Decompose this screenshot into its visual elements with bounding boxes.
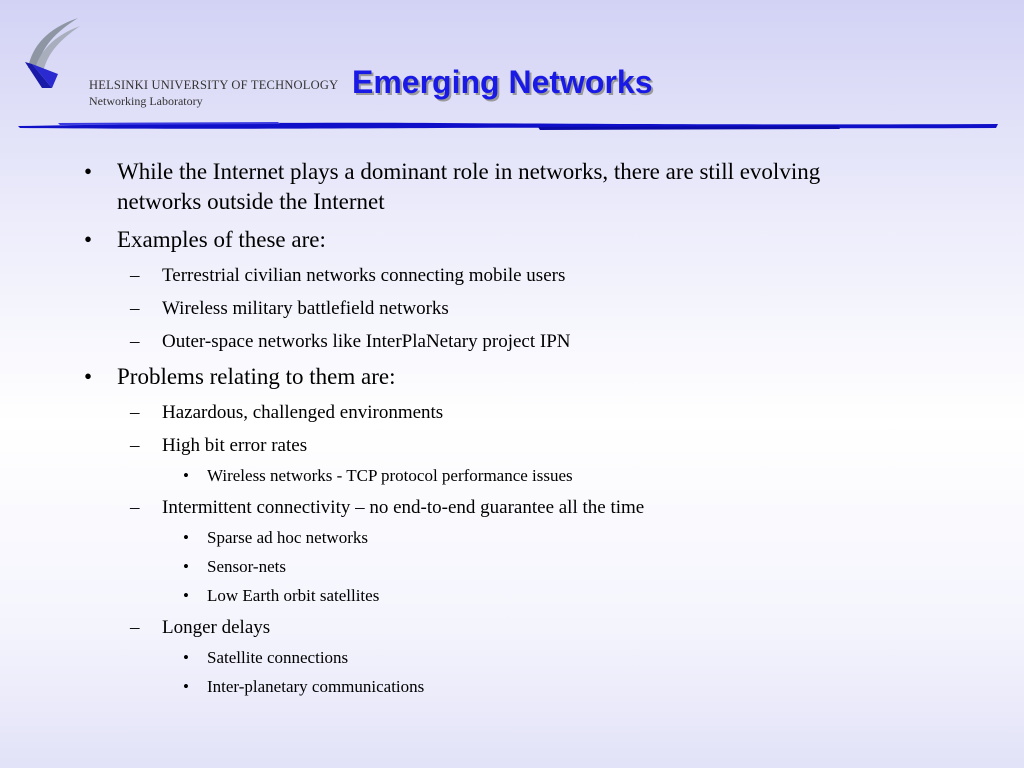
bullet-text: Satellite connections [207,648,349,667]
university-name: HELSINKI UNIVERSITY OF TECHNOLOGY [89,78,339,92]
bullet-text: Problems relating to them are: [117,364,396,389]
bullet-text: Low Earth orbit satellites [207,586,380,605]
dash-marker: – [130,435,140,456]
bullet-marker: • [183,557,189,576]
bullet-text: While the Internet plays a dominant role in networks, there are still evolving [117,159,821,184]
bullet-text: Wireless networks - TCP protocol performance issues [207,466,573,485]
bullet-text: Sparse ad hoc networks [207,528,368,547]
bullet-marker: • [183,586,189,605]
dash-marker: – [130,402,140,423]
bullet-text: Terrestrial civilian networks connecting mobile users [162,265,566,286]
bullet-level3-item [183,676,425,698]
bullet-level1-item [84,225,326,255]
bullet-marker: • [84,364,93,389]
bullet-level2-item [130,264,566,288]
bullet-level1-item [84,157,821,217]
bullet-marker: • [183,648,189,667]
bullet-level3-item [183,585,380,607]
slide-title: Emerging Networks [352,64,653,100]
bullet-text: Outer-space networks like InterPlaNetary project IPN [162,331,571,352]
bullet-level2-item [130,496,645,520]
bullet-text: Inter-planetary communications [207,677,425,696]
bullet-text: networks outside the Internet [117,189,385,214]
bullet-level1-item [84,362,396,392]
title-underline-rule [18,118,998,132]
dash-marker: – [130,298,140,319]
bullet-level3-item [183,527,368,549]
bullet-marker: • [84,227,93,252]
bullet-marker: • [84,159,93,184]
bullet-text: Sensor-nets [207,557,286,576]
bullet-level2-item [130,401,444,425]
bullet-text: Longer delays [162,617,271,638]
bullet-level2-item [130,297,449,321]
dash-marker: – [130,617,140,638]
bullet-text: Examples of these are: [117,227,326,252]
dash-marker: – [130,331,140,352]
hut-wing-logo-icon [22,16,84,92]
laboratory-name: Networking Laboratory [89,94,203,108]
bullet-marker: • [183,466,189,485]
dash-marker: – [130,265,140,286]
bullet-marker: • [183,677,189,696]
bullet-text: Hazardous, challenged environments [162,402,444,423]
bullet-level2-item [130,330,571,354]
bullet-level2-item [130,616,271,640]
bullet-text: Intermittent connectivity – no end-to-end guarantee all the time [162,497,645,518]
bullet-level3-item [183,465,573,487]
dash-marker: – [130,497,140,518]
bullet-level2-item [130,434,308,458]
bullet-level3-item [183,647,349,669]
bullet-text: High bit error rates [162,435,308,456]
bullet-text: Wireless military battlefield networks [162,298,449,319]
bullet-marker: • [183,528,189,547]
bullet-level3-item [183,556,286,578]
